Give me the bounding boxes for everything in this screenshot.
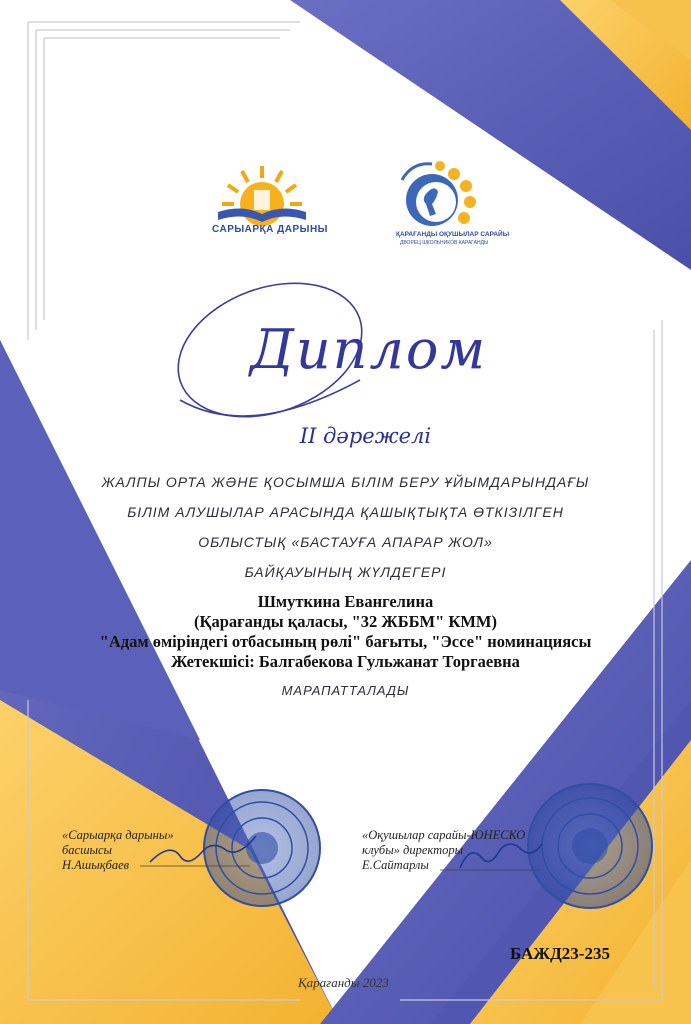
- right-stamp: [528, 784, 652, 908]
- left-signatory-line2: басшысы: [62, 843, 112, 857]
- recipient-supervisor: Жетекшісі: Балгабекова Гульжанат Торгаевна: [171, 652, 520, 671]
- left-logo-label: САРЫАРҚА ДАРЫНЫ: [212, 224, 328, 235]
- intro-line-1: ЖАЛПЫ ОРТА ЖӘНЕ ҚОСЫМША БІЛІМ БЕРУ ҰЙЫМДАРЫНДАҒЫ: [101, 474, 590, 490]
- left-signatory-line1: «Сарыарқа дарыны»: [62, 828, 174, 842]
- registration-code: БАЖД23-235: [510, 944, 610, 963]
- left-signatory: [62, 828, 174, 873]
- right-signatory-line3: Е.Сайтарлы: [362, 858, 429, 872]
- recipient-school: (Қарағанды қаласы, "32 ЖББМ" КММ): [194, 612, 497, 631]
- awarded-label: МАРАПАТТАЛАДЫ: [281, 683, 410, 698]
- city-year: Қарағанды 2023: [298, 975, 389, 990]
- degree-label: II дәрежелі: [299, 424, 432, 448]
- recipient-name: Шмуткина Евангелина: [257, 592, 434, 611]
- recipient-direction: "Адам өміріндегі отбасының рөлі" бағыты, "Эссе" номинациясы: [99, 632, 592, 651]
- left-signatory-line3: Н.Ашықбаев: [62, 858, 130, 872]
- right-signatory: [362, 828, 525, 873]
- right-logo-sublabel: ДВОРЕЦ ШКОЛЬНИКОВ КАРАГАНДЫ: [400, 240, 489, 246]
- right-logo-label: ҚАРАҒАНДЫ ОҚУШЫЛАР САРАЙЫ: [396, 231, 510, 238]
- diploma-title: Диплом: [250, 318, 488, 381]
- right-signatory-line1: «Оқушылар сарайы-ЮНЕСКО: [362, 828, 526, 842]
- right-signatory-line2: клубы» директоры: [362, 843, 464, 857]
- intro-line-4: БАЙҚАУЫНЫҢ ЖҮЛДЕГЕРІ: [244, 564, 447, 580]
- intro-line-3: ОБЛЫСТЫҚ «БАСТАУҒА АПАРАР ЖОЛ»: [198, 534, 493, 550]
- intro-line-2: БІЛІМ АЛУШЫЛАР АРАСЫНДА ҚАШЫҚТЫҚТА ӨТКІЗІЛГЕН: [127, 504, 564, 520]
